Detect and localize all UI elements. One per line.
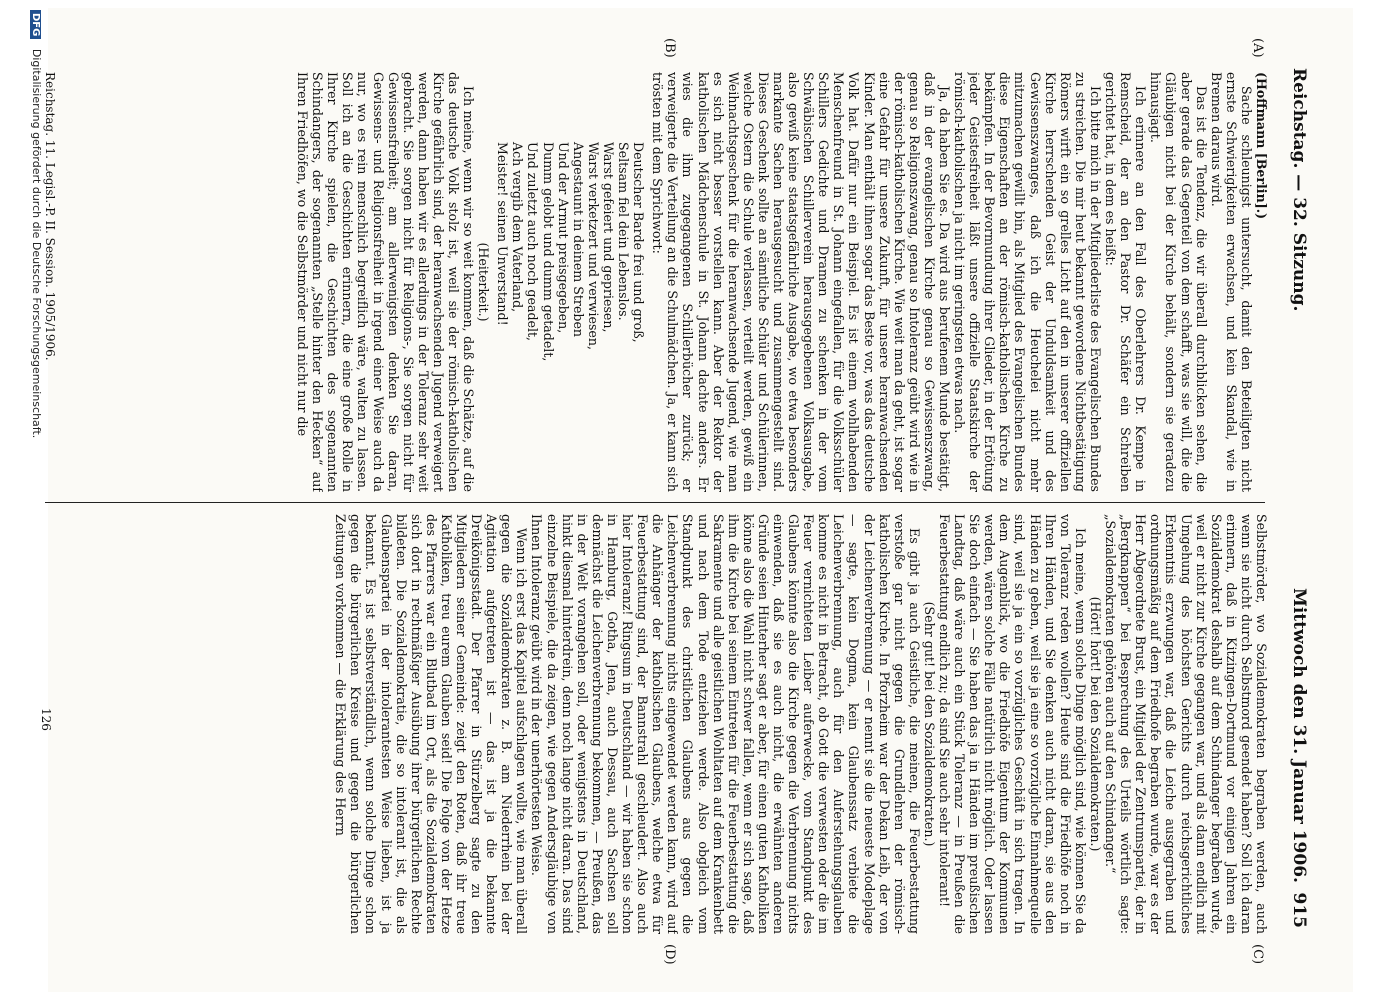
poem-line: Und der Armut preisgegeben, bbox=[555, 142, 571, 334]
interjection: (Heiterkeit.) bbox=[476, 242, 492, 322]
poem-line: Deutscher Barde frei und groß, bbox=[631, 142, 647, 343]
paragraph: Ich erinnere an den Fall des Oberlehrers Dr. Kempe in Remscheid, der an den Pastor Dr. Schäfer ein Schreiben gerichtet hat, in dem es heißt: bbox=[1103, 72, 1149, 492]
paragraph: Ich meine, wenn solche Dinge möglich sind, wie können Sie da von Toleranz reden wollen? Heute sind die Friedhöfe noch in Ihren Händen, und Sie denken auch nicht daran, sie aus den Händen zu geben, weil sie ja eine so vorzügliche Einnahmequelle sind, weil sie ja ein so vorzügliches Geschäft in sich tragen. In dem Augenblick, wo die Friedhöfe Eigentum der Kommunen werden, wären solche Fälle natürlich nicht möglich. Oder lassen Sie doch einfach — Sie haben das ja in Händen im preußischen Landtag, daß wäre auch ein Stück Toleranz — in Preußen die Feuerbestattung endlich zu; da sind Sie auch sehr intolerant! bbox=[937, 514, 1088, 934]
poem bbox=[495, 72, 646, 492]
running-header bbox=[1283, 68, 1309, 928]
paragraph: Sache schleunigst untersucht, damit den Beteiligten nicht ernste Schwierigkeiten erwachsen, und kein Skandal, wie in Bremen daraus wird. bbox=[1208, 72, 1254, 492]
page-footer bbox=[43, 72, 57, 361]
poem-line: Angestaunt in deinem Streben bbox=[570, 142, 586, 338]
paragraph: Das ist die Tendenz, die wir überall durchblicken sehen, die aber gerade das Gegenteil von dem schafft, was sie will, die die Gläubigen nicht bei der Kirche behält, sondern sie geradezu hinausjagt. bbox=[1148, 72, 1209, 492]
poem-line: Ach vergib dem Vaterland, bbox=[510, 142, 526, 313]
dfg-logo: DFG bbox=[30, 10, 41, 39]
poem-line: Warst gefeiert und gepriesen, bbox=[600, 142, 616, 333]
paragraph: Wenn ich erst das Kapitel aufschlagen wollte, wie man überall gegen die Sozialdemokraten z. B. am Niederrhein bei der Agitation aufgetreten ist — das ist ja die bekannte Dreikönigsstadt. Der Pfarrer in Stürzelberg sagte zu den Mitgliedern seiner Gemeinde: zeigt den Roten, daß ihr treue Katholiken, treu eurem Glauben seid! Die Folge von der Hetze des Pfarrers war ein Blutbad im Ort, als die Sozialdemokraten sich dort in rechtmäßiger Ausübung ihrer bürgerlichen Rechte bildeten. Die Sozialdemokratie, die so intolerant ist, die als Glaubenspartei in der intolerantesten Weise lieben, ist ja bekannt. Es ist selbstverständlich, wenn solche Dinge schon gegen die bürgerlichen Kreise und gegen die bürgerlichen Zeitungen vorkommen — die Erklärung des Herrn bbox=[333, 514, 530, 934]
margin-letter-b: (B) bbox=[662, 38, 677, 58]
right-column bbox=[129, 514, 1269, 934]
margin-letter-c: (C) bbox=[1250, 944, 1265, 965]
header-date: Mittwoch den 31. Januar 1906. bbox=[1289, 588, 1309, 883]
column-divider bbox=[45, 502, 1265, 503]
margin-letter-a: (A) bbox=[1250, 38, 1265, 58]
header-session: Reichstag. — 32. Sitzung. bbox=[1289, 68, 1309, 312]
poem-line: Warst verketzert und verwiesen, bbox=[585, 142, 601, 350]
paragraph: Es gibt ja auch Geistliche, die meinen, die Feuerbestattung verstoße gar nicht gegen die Grundlehren der römisch-katholischen Kirche. In Pforzheim war der Dekan Leib, der von der Leichenverbrennung — er nennt sie die neueste Modeplage — sagte, kein Dogma, kein Glaubenssatz verbiete die Leichenverbrennung, auch für den Auferstehungsglauben komme es nicht in Betracht, ob Gott die verwesten oder die im Feuer vernichteten Leiber auferwecke, vom Standpunkt des Glaubens könnte also die Kirche gegen die Verbrennung nichts einwenden, daß sie es auch nicht, die erwähnten anderen Gründe seien Hinterher sagt er aber, für einen guten Katholiken könne also die Wahl nicht schwer fallen, wenn er sich sage, daß ihm die Kirche bei seinem Eintreten für die Feuerbestattung die Sakramente und alle geistlichen Wohltaten auf dem Krankenbett und nach dem Tode entziehen werde. Also obgleich vom Standpunkt des christlichen Glaubens aus gegen die Leichenverbrennung nichts eingewendet werden kann, wird auf die Anhänger der katholischen Glaubens, welche etwa für Feuerbestattung sind, der Bannstrahl geschleudert. Also auch hier Intoleranz! Ringsum in Deutschland — wir haben sie schon in Hamburg, Gotha, Jena, auch Dessau, auch Sachsen soll demnächst die Leichenverbrennung bekommen, — Preußen, das in der Welt vorangehen soll, oder wenigstens in Deutschland, hinkt diesmal hinterdrein, denn noch lange nicht daran. Das sind einzelne Beispiele, die da zeigen, wie gegen Andersgläubige von Ihnen Intoleranz geübt wird in der unerhörtesten Weise. bbox=[529, 514, 922, 934]
poem-line: Dumm gelobt und dumm getadelt, bbox=[540, 142, 556, 362]
digitization-credit bbox=[25, 10, 43, 990]
paragraph: Ja, da haben Sie es. Da wird aus berufenem Munde bestätigt, daß in der evangelischen Kirche genau so Gewissenszwang, genau so Religionszwang, genau so Intoleranz geübt wird wie in der römisch-katholischen Kirche. Wie weit man da geht, ist sogar eine Gefahr für unsere Zukunft, für unsere heranwachsenden Kinder. Man enthält ihnen sogar das Beste vor, was das deutsche Volk hat. Dafür nur ein Beispiel. Es ist einem wohlhabenden Menschenfreund in St. Johann eingefallen, für die Volksschüler Schillers Gedichte und Dramen zu schenken in der vom Schwäbischen Schillerverein herausgegebenen Volksausgabe, also gewiß keine staatsgefährliche Ausgabe, wo etwa besonders markante Sachen herausgesucht und zusammengestellt sind. Dieses Geschenk sollte an sämtliche Schüler und Schülerinnen, welche Ostern die Schule verlassen, verteilt werden, gewiß ein Weihnachtsgeschenk für die heranwachsende Jugend, wie man es sich nicht besser vorstellen kann. Aber der Rektor der katholischen Mädchenschule in St. Johann dachte anders. Er wies die ihm zugegangenen Schillerbücher zurück; er verweigerte die Verteilung an die Schulmädchen. Ja, er kann sich trösten mit dem Sprichwort: bbox=[650, 72, 953, 492]
quoted-letter: Ich bitte mich in der Mitgliederliste des Evangelischen Bundes zu streichen. Die mir heut bekannt gewordene Nichtbestätigung Römers wirft ein so grelles Licht auf den in unserer offiziellen Kirche herrschenden Geist der Unduldsamkeit und des Gewissenszwanges, daß ich die Heuchelei nicht mehr mitzumachen gewillt bin, als Mitglied des Evangelischen Bundes diese Eigenschaften an der römisch-katholischen Kirche zu bekämpfen. In der Bevormundung ihrer Glieder, in der Ertötung jeder Geistesfreiheit läßt unsere offizielle Staatskirche der römisch-katholischen ja nicht im geringsten etwas nach. bbox=[952, 72, 1103, 492]
header-page-number: 915 bbox=[1289, 892, 1309, 928]
poem-line: Seltsam fiel dein Lebenslos. bbox=[616, 142, 632, 321]
paragraph: Ich meine, wenn wir so weit kommen, daß die Schätze, auf die das deutsche Volk stolz ist, weil sie der römisch-katholischen Kirche gefährlich sind, der heranwachsenden Jugend verweigert werden, dann haben wir es allerdings in der Toleranz sehr weit gebracht. Sie sorgen nicht für Religions-, Sie sorgen nicht für Gewissensfreiheit; am allerwenigsten denken Sie daran, Gewissens- und Religionsfreiheit in irgend einer Weise auch da nur, wo es rein menschlich begreiflich wäre, walten zu lassen. Soll ich an die Geschichten erinnern, die eine große Rolle in Ihrer Kirche spielen, die Geschichten des sogenannten Schindangers, der sogenannten „Stelle hinter den Hecken“ auf Ihren Friedhöfen, wo die Selbstmörder und nicht nur die bbox=[295, 72, 477, 492]
credit-text: Digitalisierung gefördert durch die Deutsche Forschungsgemeinschaft. bbox=[30, 48, 43, 439]
footer-legislature: Reichstag. 11. Legisl.-P. II. Session. 1905/1906. bbox=[43, 72, 57, 361]
paragraph: Selbstmörder, wo Sozialdemokraten begraben werden, auch wenn sie nicht durch Selbstmord geendet haben? Soll ich daran erinnern, daß in Kitzingen-Dortmund vor einigen Jahren ein Sozialdemokrat deshalb auf dem Schindanger begraben wurde, weil er nicht zur Kirche gegangen war, und als dann endlich mit Umgehung des höchsten Gerichts durch reichsgerichtliches Erkenntnis erzwungen war, daß die Leiche ausgegraben und ordnungsmäßig auf dem Friedhofe begraben wurde, war es der Herr Abgeordnete Brust, ein Mitglied der Zentrumspartei, der in „Bergknappen“ bei Besprechung des Urteils wörtlich sagte: „Sozialdemokraten gehören auch auf den Schindanger.“ bbox=[1103, 514, 1269, 934]
interjection: (Sehr gut! bei den Sozialdemokraten.) bbox=[921, 601, 937, 847]
scanned-page bbox=[39, 8, 1353, 992]
speaker-name: (Hoffmann [Berlin].) bbox=[1254, 72, 1269, 220]
left-column bbox=[59, 72, 1269, 492]
poem-line: Meister! seinen Unverstand! bbox=[495, 142, 511, 326]
poem-line: Und zuletzt auch noch geadelt, bbox=[525, 142, 541, 342]
footer-sheet-number: 126 bbox=[39, 708, 53, 731]
margin-letter-d: (D) bbox=[662, 944, 677, 965]
interjection: (Hört! hört! bei den Sozialdemokraten.) bbox=[1087, 596, 1103, 852]
